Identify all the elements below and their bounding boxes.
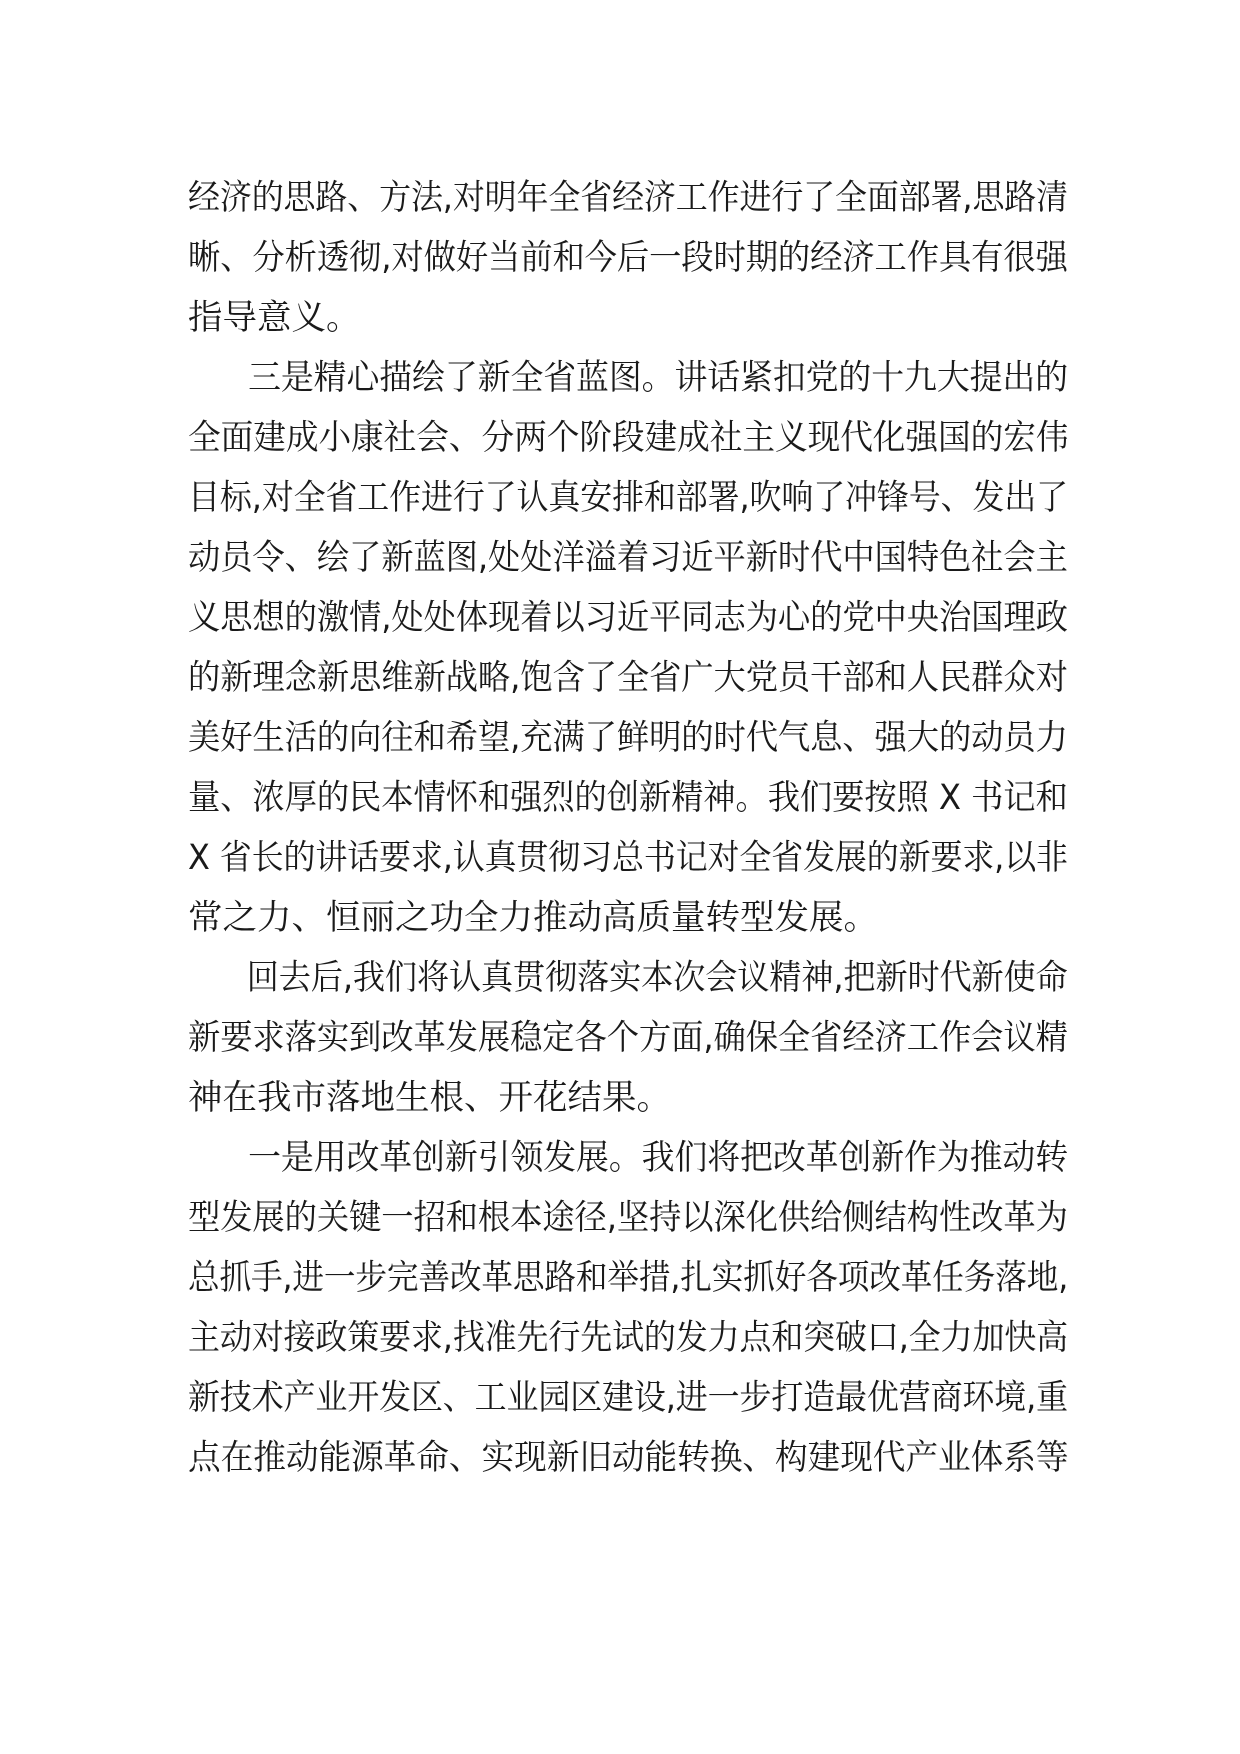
body-text [188, 168, 1069, 1488]
text-line: 神在我市落地生根、开花结果。 [188, 1078, 671, 1118]
text-line: 目标,对全省工作进行了认真安排和部署,吹响了冲锋号、发出了 [188, 478, 1068, 518]
paragraph [188, 168, 1068, 348]
paragraph [188, 348, 1069, 948]
text-line: 型发展的关键一招和根本途径,坚持以深化供给侧结构性改革为 [188, 1198, 1068, 1238]
text-line: 的新理念新思维新战略,饱含了全省广大党员干部和人民群众对 [188, 658, 1068, 698]
text-line: 动员令、绘了新蓝图,处处洋溢着习近平新时代中国特色社会主 [188, 538, 1068, 578]
text-line: 新要求落实到改革发展稳定各个方面,确保全省经济工作会议精 [188, 1018, 1068, 1058]
paragraph [188, 948, 1068, 1128]
text-line: X 省长的讲话要求,认真贯彻习总书记对全省发展的新要求,以非 [188, 838, 1068, 878]
paragraph [188, 1128, 1069, 1488]
text-line: 指导意义。 [188, 298, 361, 338]
text-line: 常之力、恒丽之功全力推动高质量转型发展。 [188, 898, 878, 938]
text-line: 总抓手,进一步完善改革思路和举措,扎实抓好各项改革任务落地, [188, 1258, 1069, 1298]
text-line: 晰、分析透彻,对做好当前和今后一段时期的经济工作具有很强 [188, 238, 1068, 278]
text-line: 经济的思路、方法,对明年全省经济工作进行了全面部署,思路清 [188, 178, 1068, 218]
text-line: 新技术产业开发区、工业园区建设,进一步打造最优营商环境,重 [188, 1378, 1068, 1418]
text-line: 一是用改革创新引领发展。我们将把改革创新作为推动转 [248, 1138, 1069, 1178]
text-line: 回去后,我们将认真贯彻落实本次会议精神,把新时代新使命 [246, 958, 1068, 998]
text-line: 主动对接政策要求,找准先行先试的发力点和突破口,全力加快高 [188, 1318, 1068, 1358]
text-line: 全面建成小康社会、分两个阶段建成社主义现代化强国的宏伟 [188, 418, 1069, 458]
text-line: 义思想的激情,处处体现着以习近平同志为心的党中央治国理政 [188, 598, 1068, 638]
text-line: 量、浓厚的民本情怀和强烈的创新精神。我们要按照 X 书记和 [188, 778, 1068, 818]
text-line: 美好生活的向往和希望,充满了鲜明的时代气息、强大的动员力 [188, 718, 1068, 758]
text-line: 点在推动能源革命、实现新旧动能转换、构建现代产业体系等 [188, 1438, 1069, 1478]
text-line: 三是精心描绘了新全省蓝图。讲话紧扣党的十九大提出的 [248, 358, 1069, 398]
